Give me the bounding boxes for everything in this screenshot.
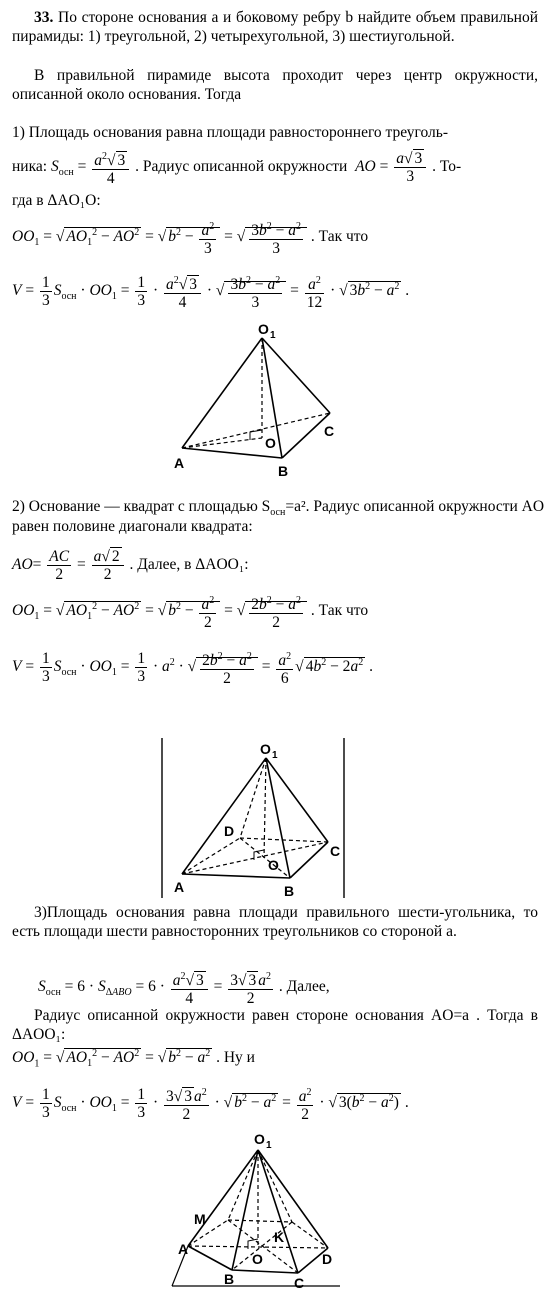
problem-statement: [12, 8, 538, 46]
fig1-label-a: A: [174, 455, 185, 471]
part1-equation-height: $OO_1$ = √ $AO_1^2 - AO^2$ = √ $b^2$ − $\frac{a^2}{3}$ = √ $\frac{3b^2 - a^2}{3}$ . Так что: [12, 218, 368, 257]
figure-hexagonal-pyramid: [170, 1128, 350, 1290]
fig1-label-b: B: [278, 463, 289, 478]
fig2-label-o1: O: [260, 741, 271, 757]
fig1-label-o1: O: [258, 321, 269, 337]
area-formula: $\frac{a^2√ 3}{4}$: [92, 148, 129, 187]
figure-triangular-pyramid: [170, 318, 350, 478]
fig3-label-k: K: [274, 1229, 285, 1245]
part3-eq-tail: . Ну и: [216, 1049, 255, 1067]
fig3-label-o1-sub: 1: [266, 1140, 272, 1151]
part1-text-end: . То-: [432, 158, 462, 176]
figure-square-pyramid: [160, 738, 348, 900]
part3-equation-volume: V = $\frac{1}{3}$ $S_{осн} \cdot OO_1$ = $\frac{1}{3}$ · $\frac{3√ 3 a^2}{2}$ · √ $b^2 - a^2$ = $\frac{a^2}{2}$ · √ $3(b^2 - a^2)$ .: [12, 1084, 409, 1123]
fig3-label-d: D: [322, 1251, 333, 1267]
intro-paragraph: В правильной пирамиде высота проходит через центр окружности, описанной около основания. Тогда: [12, 67, 538, 103]
fig2-label-a: A: [174, 879, 185, 895]
part2-line-a: 2) Основание — квадрат с площадью $S_{осн}=a^2$. Радиус описанной окружности AO равен половине диагонали квадрата:: [12, 498, 545, 536]
radius-formula: $\frac{a√ 3}{3}$: [394, 150, 426, 185]
part2-text-a: 2) Основание — квадрат с площадью S: [12, 498, 271, 515]
fig1-label-c: C: [324, 423, 335, 439]
part2-text-end: . Далее, в ΔAOO₁:: [129, 556, 249, 574]
part1-line-b: ника: $S_{осн}$ = $\frac{a^2√ 3}{4}$ . Радиус описанной окружности AO = $\frac{a√ 3}{3}$ . То-: [12, 148, 461, 187]
part3-text-end: . Далее,: [278, 978, 330, 996]
fig2-label-o: O: [268, 857, 279, 873]
part3-paragraph: 3)Площадь основания равна площади правильного шести-угольника, то есть площади шести равносторонних треугольников со стороной a.: [12, 904, 538, 940]
part3-radius-text: Радиус описанной окружности равен стороне основания AO=a . Тогда в ΔAOO₁:: [12, 1007, 538, 1043]
part3-area-equation: $S_{осн} = 6 \cdot S_{\Delta ABO} = 6$ · $\frac{a^2√ 3}{4}$ = $\frac{3√ 3 a^2}{2}$ . Далее,: [38, 968, 330, 1007]
fig3-label-a: A: [178, 1241, 189, 1257]
part1-line-c: гда в ΔAO₁O:: [12, 192, 101, 209]
fig2-label-d: D: [224, 823, 235, 839]
part1-text-mid: . Радиус описанной окружности: [135, 158, 348, 176]
fig2-label-c: C: [330, 843, 341, 859]
part1-equation-volume: V = $\frac{1}{3}$ $S_{осн} \cdot OO_1$ = $\frac{1}{3}$ · $\frac{a^2√ 3}{4}$ · √ $\frac{3b^2 - a^2}{3}$ = $\frac{a^2}{12}$ · √ $3b^2 - a^2$ .: [12, 272, 409, 311]
part1-eq-tail: . Так что: [310, 228, 369, 246]
fig1-label-o: O: [265, 435, 276, 451]
part1-text-start: ника:: [12, 158, 48, 176]
part2-equation-volume: V = $\frac{1}{3}$ $S_{осн} \cdot OO_1$ = $\frac{1}{3}$ · $a^2$ · √ $\frac{2b^2 - a^2}{2}$ = $\frac{a^2}{6}$ √ $4b^2 - 2a^2$ .: [12, 648, 373, 687]
part2-eq-tail: . Так что: [310, 602, 369, 620]
part2-text-a2: =a². Радиус описанной окружности AO равен половине диагонали квадрата:: [12, 498, 545, 536]
problem-number: 33.: [34, 9, 54, 26]
fig1-label-o1-sub: 1: [270, 330, 276, 341]
part3-equation-height: $OO_1$ = √ $AO_1^2 - AO^2$ = √ $b^2 - a^2$ . Ну и: [12, 1048, 255, 1070]
part1-line-a: 1) Площадь основания равна площади равностороннего треуголь-: [12, 124, 448, 141]
fig2-label-o1-sub: 1: [272, 750, 278, 761]
fig3-label-b: B: [224, 1271, 235, 1287]
part2-equation-height: $OO_1$ = √ $AO_1^2 - AO^2$ = √ $b^2$ − $\frac{a^2}{2}$ = √ $\frac{2b^2 - a^2}{2}$ . Так что: [12, 592, 368, 631]
fig3-label-o1: O: [254, 1131, 265, 1147]
fig3-label-o: O: [252, 1251, 263, 1267]
fig3-label-c: C: [294, 1275, 305, 1290]
problem-text: По стороне основания a и боковому ребру b найдите объем правильной пирамиды: 1) треугольной, 2) четырехугольной, 3) шестиугольной.: [12, 9, 539, 45]
fig3-label-m: M: [194, 1211, 206, 1227]
part2-line-b: AO= $\frac{AC}{2}$ = $\frac{a√ 2}{2}$ . Далее, в ΔAOO₁:: [12, 548, 249, 583]
fig2-label-b: B: [284, 883, 295, 899]
